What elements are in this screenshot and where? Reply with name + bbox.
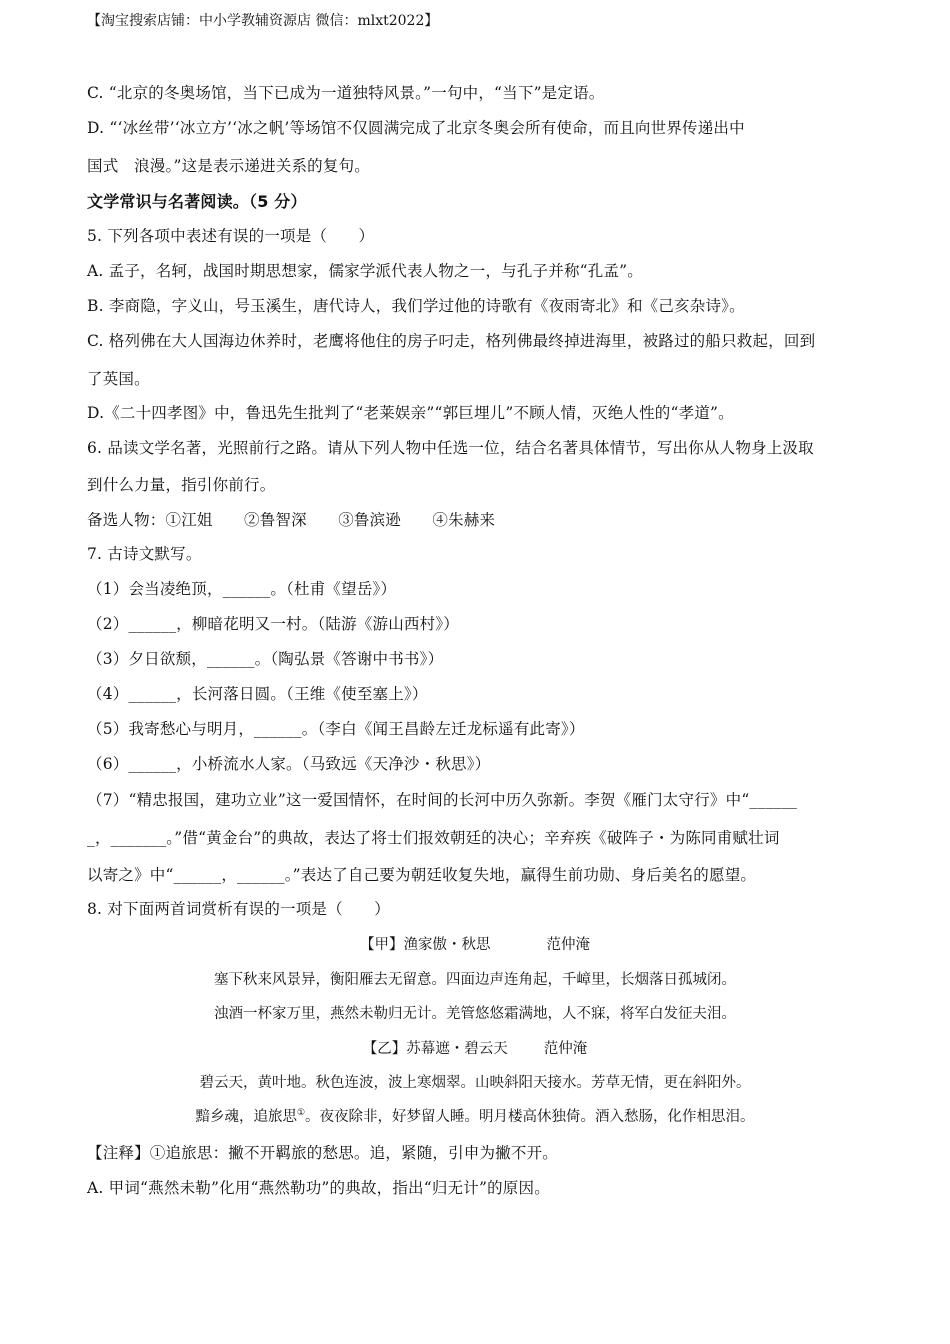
question-7-item-7-line2: _，_______。”借“黄金台”的典故，表达了将士们报效朝廷的决心；辛弃疾《破阵子・为陈同甫赋壮词 <box>87 829 780 847</box>
poem-1-title: 【甲】渔家傲・秋思 <box>360 937 491 953</box>
question-7-item-5: （5）我寄愁心与明月，______。（李白《闻王昌龄左迁龙标遥有此寄》） <box>87 720 585 738</box>
question-8: 8. 对下面两首词赏析有误的一项是（ ） <box>87 900 390 918</box>
question-7-item-2: （2）______，柳暗花明又一村。（陆游《游山西村》） <box>87 615 459 633</box>
question-7-item-7-line1: （7）“精忠报国，建功立业”这一爱国情怀，在时间的长河中历久弥新。李贺《雁门太守行》中“______ <box>87 791 798 809</box>
poem-1-author: 范仲淹 <box>546 937 590 953</box>
question-8-option-a: A. 甲词“燕然未勒”化用“燕然勒功”的典故，指出“归无计”的原因。 <box>87 1179 550 1197</box>
poem-2-line2-start: 黯乡魂，追旅思 <box>195 1109 297 1125</box>
question-7: 7. 古诗文默写。 <box>87 545 202 563</box>
page-header: 【淘宝搜索店铺：中小学教辅资源店 微信：mlxt2022】 <box>87 13 439 29</box>
section-title: 文学常识与名著阅读。（5 分） <box>87 192 307 211</box>
question-6-line1: 6. 品读文学名著，光照前行之路。请从下列人物中任选一位，结合名著具体情节，写出你从人物身上汲取 <box>87 439 814 457</box>
poem-1-line2: 浊酒一杯家万里，燕然未勒归无计。羌管悠悠霜满地，人不寐，将军白发征夫泪。 <box>214 1006 736 1022</box>
question-6-candidates: 备选人物：①江姐 ②鲁智深 ③鲁滨逊 ④朱赫来 <box>87 511 496 529</box>
question-7-item-4: （4）______，长河落日圆。（王维《使至塞上》） <box>87 685 428 703</box>
poem-2-line2 <box>0 1105 950 1126</box>
question-5-option-d: D.《二十四孝图》中，鲁迅先生批判了“老莱娱亲”“郭巨埋儿”不顾人情，灭绝人性的“孝道”。 <box>87 404 734 422</box>
question-7-item-7-line3: 以寄之》中“______，______。”表达了自己要为朝廷收复失地，赢得生前功勋、身后美名的愿望。 <box>87 866 757 884</box>
question-7-item-1: （1）会当凌绝顶，______。（杜甫《望岳》） <box>87 580 397 598</box>
annotation-note: 【注释】①追旅思：撇不开羁旅的愁思。追，紧随，引申为撇不开。 <box>87 1144 559 1162</box>
option-d-text-line2: 国式 浪漫。”这是表示递进关系的复句。 <box>87 157 370 175</box>
question-5: 5. 下列各项中表述有误的一项是（ ） <box>87 227 375 245</box>
question-5-option-b: B. 李商隐，字义山，号玉溪生，唐代诗人，我们学过他的诗歌有《夜雨寄北》和《己亥杂诗》。 <box>87 297 745 315</box>
poem-2-heading <box>0 1037 950 1058</box>
footnote-marker: ① <box>296 1108 306 1119</box>
question-5-option-a: A. 孟子，名轲，战国时期思想家，儒家学派代表人物之一，与孔子并称“孔孟”。 <box>87 262 643 280</box>
question-7-item-6: （6）______，小桥流水人家。（马致远《天净沙・秋思》） <box>87 755 491 773</box>
question-6-line2: 到什么力量，指引你前行。 <box>87 476 276 494</box>
question-5-option-c-line1: C. 格列佛在大人国海边休养时，老鹰将他住的房子叼走，格列佛最终掉进海里，被路过的船只救起，回到 <box>87 332 816 350</box>
poem-2-title: 【乙】苏幕遮・碧云天 <box>362 1041 508 1057</box>
option-d-text-line1: D. “‘冰丝带’‘冰立方’‘冰之帆’等场馆不仅圆满完成了北京冬奥会所有使命，而且向世界传递出中 <box>87 119 745 137</box>
poem-2-author: 范仲淹 <box>543 1041 588 1057</box>
option-c-text: C. “北京的冬奥场馆，当下已成为一道独特风景。”一句中，“当下”是定语。 <box>87 84 605 102</box>
question-7-item-3: （3）夕日欲颓，______。（陶弘景《答谢中书书》） <box>87 650 444 668</box>
poem-1-line1: 塞下秋来风景异，衡阳雁去无留意。四面边声连角起，千嶂里，长烟落日孤城闭。 <box>214 972 736 988</box>
question-5-option-c-line2: 了英国。 <box>87 370 150 388</box>
poem-2-line2-end: 。夜夜除非，好梦留人睡。明月楼高休独倚。酒入愁肠，化作相思泪。 <box>305 1109 755 1125</box>
poem-2-line1: 碧云天，黄叶地。秋色连波，波上寒烟翠。山映斜阳天接水。芳草无情，更在斜阳外。 <box>199 1075 751 1091</box>
poem-1-heading <box>0 933 950 954</box>
